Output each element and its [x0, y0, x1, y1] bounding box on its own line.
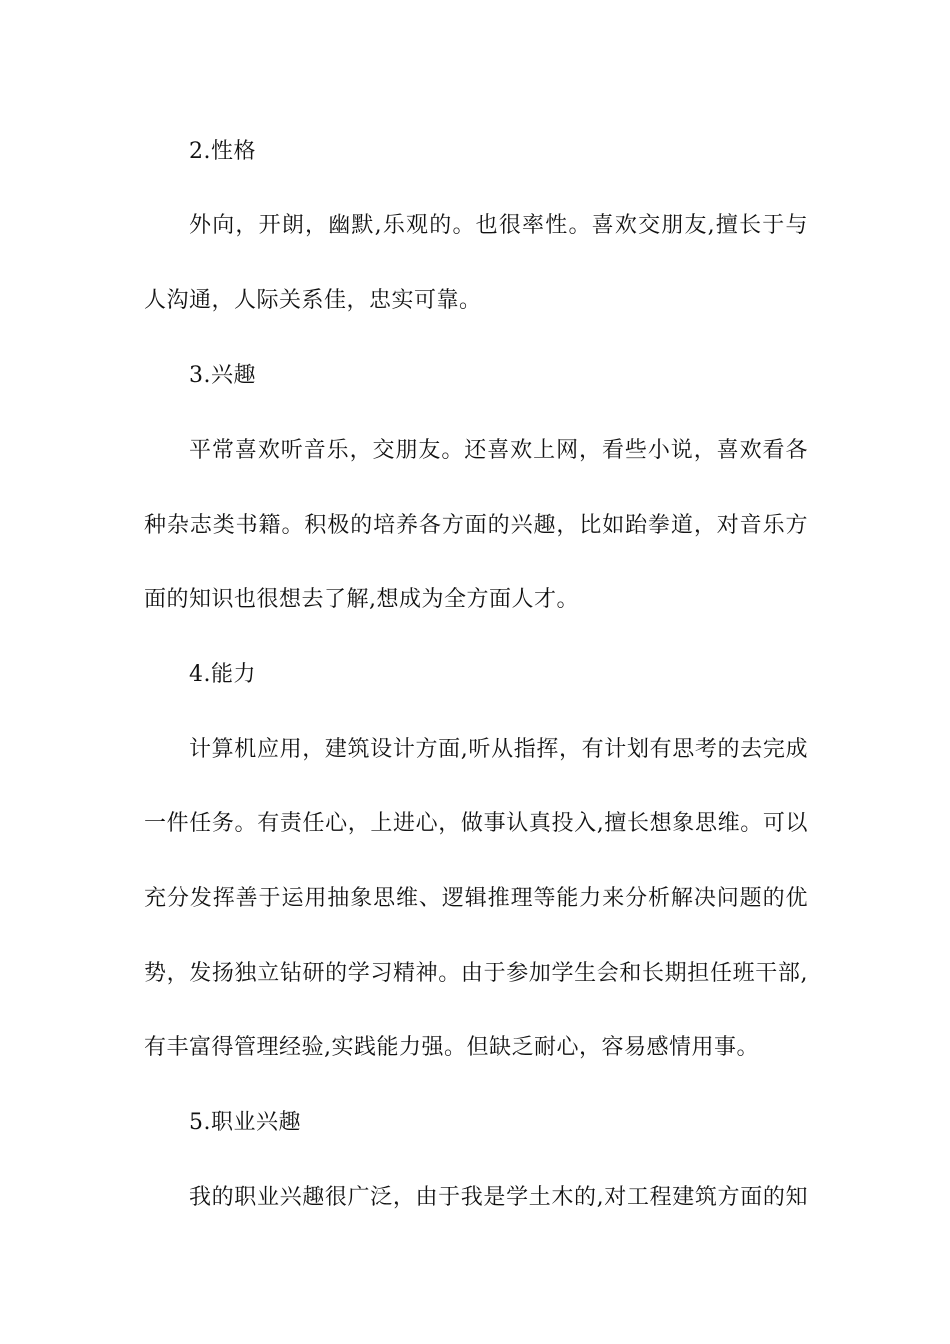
section-heading-abilities: 4.能力	[189, 662, 256, 687]
paragraph-line: 充分发挥善于运用抽象思维、逻辑推理等能力来分析解决问题的优	[144, 886, 808, 911]
paragraph-line: 种杂志类书籍。积极的培养各方面的兴趣，比如跆拳道，对音乐方	[144, 513, 808, 538]
paragraph-line: 势，发扬独立钻研的学习精神。由于参加学生会和长期担任班干部,	[144, 961, 808, 986]
paragraph-line: 有丰富得管理经验,实践能力强。但缺乏耐心，容易感情用事。	[144, 1035, 759, 1060]
section-heading-personality: 2.性格	[189, 139, 256, 164]
paragraph-line: 面的知识也很想去了解,想成为全方面人才。	[144, 587, 579, 612]
document-page	[144, 0, 809, 1344]
paragraph-line: 平常喜欢听音乐，交朋友。还喜欢上网，看些小说，喜欢看各	[189, 438, 808, 463]
paragraph-line: 一件任务。有责任心，上进心，做事认真投入,擅长想象思维。可以	[144, 811, 808, 836]
paragraph-line: 外向，开朗，幽默,乐观的。也很率性。喜欢交朋友,擅长于与	[189, 213, 808, 238]
paragraph-line: 人沟通，人际关系佳，忠实可靠。	[144, 288, 482, 313]
paragraph-line: 我的职业兴趣很广泛，由于我是学土木的,对工程建筑方面的知	[189, 1185, 808, 1210]
section-heading-interests: 3.兴趣	[189, 363, 256, 388]
paragraph-line: 计算机应用，建筑设计方面,听从指挥，有计划有思考的去完成	[189, 737, 808, 762]
section-heading-career-interests: 5.职业兴趣	[189, 1110, 301, 1135]
